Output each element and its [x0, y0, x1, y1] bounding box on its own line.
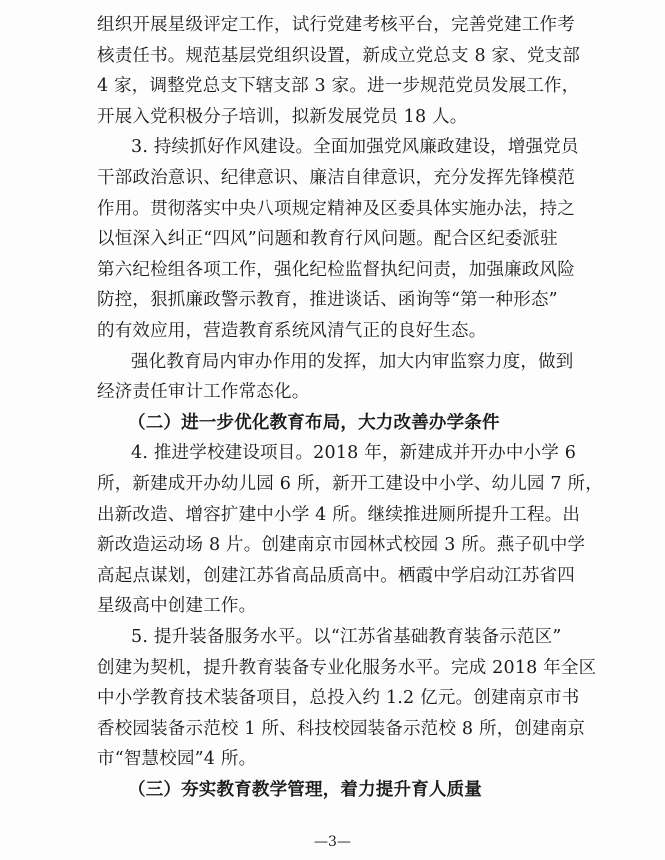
- text-line: 第六纪检组各项工作，强化纪检监督执纪问责，加强廉政风险: [97, 259, 575, 280]
- text-line: 开展入党积极分子培训，拟新发展党员 18 人。: [97, 106, 468, 127]
- text-line: 出新改造、增容扩建中小学 4 所。继续推进厕所提升工程。出: [97, 504, 581, 525]
- page-number: —3—: [314, 834, 351, 850]
- text-line: 的有效应用，营造教育系统风清气正的良好生态。: [97, 321, 487, 341]
- section-heading: （三）夯实教育教学管理，着力提升育人质量: [128, 780, 482, 800]
- section-heading: （二）进一步优化教育布局，大力改善办学条件: [128, 412, 500, 433]
- text-line: 中小学教育技术装备项目，总投入约 1.2 亿元。创建南京市书: [97, 688, 580, 709]
- text-line: 市“智慧校园”4 所。: [97, 749, 257, 770]
- text-line: 新改造运动场 8 片。创建南京市园林式校园 3 所。燕子矶中学: [97, 535, 586, 556]
- paragraph-start-line: 强化教育局内审办作用的发挥，加大内审监察力度，做到: [131, 351, 574, 372]
- paragraph-start-line: 5. 提升装备服务水平。以“江苏省基础教育装备示范区”: [131, 627, 562, 647]
- paragraph-start-line: 4. 推进学校建设项目。2018 年，新建成并开办中小学 6: [131, 443, 577, 464]
- text-line: 高起点谋划，创建江苏省高品质高中。栖霞中学启动江苏省四: [97, 565, 575, 586]
- text-line: 星级高中创建工作。: [97, 596, 257, 617]
- text-line: 作用。贯彻落实中央八项规定精神及区委具体实施办法，持之: [97, 198, 575, 219]
- text-line: 组织开展星级评定工作，试行党建考核平台，完善党建工作考: [97, 15, 575, 35]
- text-line: 干部政治意识、纪律意识、廉洁自律意识，充分发挥先锋模范: [97, 168, 575, 188]
- text-line: 创建为契机，提升教育装备专业化服务水平。完成 2018 年全区: [97, 657, 597, 678]
- text-line: 核责任书。规范基层党组织设置，新成立党总支 8 家、党支部: [97, 45, 581, 66]
- text-line: 香校园装备示范校 1 所、科技校园装备示范校 8 所，创建南京: [97, 718, 586, 739]
- text-line: 所，新建成开办幼儿园 6 所，新开工建设中小学、幼儿园 7 所，: [97, 474, 603, 494]
- paragraph-start-line: 3. 持续抓好作风建设。全面加强党风廉政建设，增强党员: [131, 137, 579, 158]
- text-line: 4 家，调整党总支下辖支部 3 家。进一步规范党员发展工作，: [97, 76, 580, 97]
- text-line: 防控，狠抓廉政警示教育，推进谈话、函询等“第一种形态”: [97, 290, 558, 311]
- text-line: 经济责任审计工作常态化。: [97, 382, 310, 403]
- text-line: 以恒深入纠正“四风”问题和教育行风问题。配合区纪委派驻: [97, 229, 558, 250]
